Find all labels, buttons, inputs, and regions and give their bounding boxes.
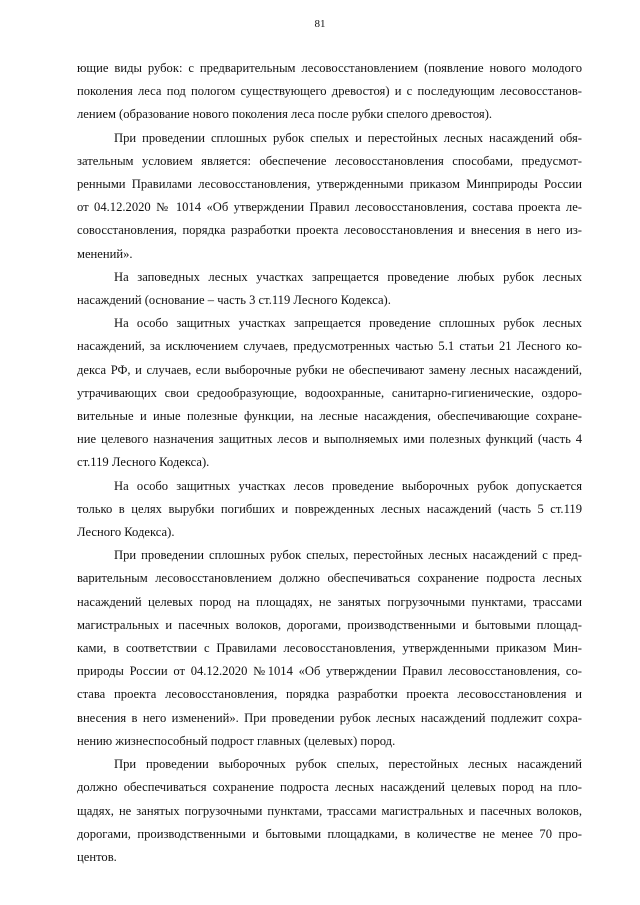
paragraph-line: от 04.12.2020 № 1014 «Об утверждении Правил лесовосстановления, состава проекта ле-: [77, 200, 582, 215]
paragraph-line: должно обеспечиваться сохранение подроста лесных насаждений целевых пород на пло-: [77, 780, 582, 795]
paragraph-line: насаждений целевых пород на площадях, не занятых погрузочными пунктами, трассами: [77, 594, 582, 609]
paragraph-line: Лесного Кодекса).: [77, 525, 175, 540]
paragraph-line: только в целях вырубки погибших и поврежденных лесных насаждений (часть 5 ст.119: [77, 501, 582, 516]
paragraph-line: На заповедных лесных участках запрещается проведение любых рубок лесных: [114, 269, 582, 284]
paragraph-line: вительные и иные полезные функции, на лесные насаждения, обеспечивающие сохране-: [77, 409, 582, 424]
paragraph: [77, 753, 582, 869]
paragraph-line: дорогами, производственными и бытовыми площадками, в количестве не менее 70 про-: [77, 826, 582, 841]
paragraph: [77, 544, 582, 753]
paragraph-line: центов.: [77, 849, 117, 864]
paragraph-line: поколения леса под пологом существующего древостоя) и с последующим лесовосстанов-: [77, 84, 582, 99]
paragraph-line: На особо защитных участках лесов проведение выборочных рубок допускается: [114, 478, 582, 493]
paragraph-line: природы России от 04.12.2020 №1014 «Об утверждении Правил лесовосстановления, со-: [77, 664, 582, 679]
paragraph-line: При проведении сплошных рубок спелых, перестойных лесных насаждений с пред-: [114, 548, 582, 563]
paragraph-line: насаждений, за исключением случаев, предусмотренных частью 5.1 статьи 21 Лесного ко-: [77, 339, 582, 354]
paragraph-line: зательным условием является: обеспечение лесовосстановления способами, предусмот-: [77, 153, 582, 168]
paragraph: [77, 266, 582, 312]
paragraph-line: совосстановления, порядка разработки проекта лесовосстановления и внесения в него из-: [77, 223, 582, 238]
paragraph-line: нению жизнеспособный подрост главных (целевых) пород.: [77, 733, 396, 748]
paragraph-line: внесения в него изменений». При проведении рубок лесных насаждений подлежит сохра-: [77, 710, 582, 725]
paragraph-line: насаждений (основание – часть 3 ст.119 Лесного Кодекса).: [77, 293, 391, 308]
paragraph-line: ст.119 Лесного Кодекса).: [77, 455, 210, 470]
paragraph-line: варительным лесовосстановлением должно обеспечиваться сохранение подроста лесных: [77, 571, 582, 586]
paragraph-line: магистральных и пасечных волоков, дорогами, производственными и бытовыми площад-: [77, 617, 582, 632]
paragraph-line: щадях, не занятых погрузочными пунктами, трассами магистральных и пасечных волоков,: [77, 803, 582, 818]
paragraph: [77, 312, 582, 474]
paragraph-line: утрачивающих свои средообразующие, водоохранные, санитарно-гигиенические, оздоро-: [77, 385, 582, 400]
page-number: 81: [314, 18, 326, 30]
paragraph-line: ками, в соответствии с Правилами лесовосстановления, утвержденными приказом Мин-: [77, 641, 582, 656]
paragraph-line: ренными Правилами лесовосстановления, утвержденными приказом Минприроды России: [77, 177, 582, 192]
paragraph-line: ние целевого назначения защитных лесов и выполняемых ими полезных функций (часть 4: [77, 432, 582, 447]
document-body: [77, 57, 582, 869]
paragraph-line: менений».: [77, 246, 133, 261]
paragraph-line: ющие виды рубок: с предварительным лесовосстановлением (появление нового молодого: [77, 61, 582, 75]
paragraph-line: На особо защитных участках запрещается проведение сплошных рубок лесных: [114, 316, 582, 331]
paragraph-line: При проведении сплошных рубок спелых и перестойных лесных насаждений обя-: [114, 130, 582, 145]
paragraph: [77, 127, 582, 266]
paragraph-line: лением (образование нового поколения леса после рубки спелого древостоя).: [77, 107, 493, 122]
paragraph: [77, 475, 582, 545]
paragraph-line: става проекта лесовосстановления, порядка разработки проекта лесовосстановления и: [77, 687, 582, 702]
paragraph-line: При проведении выборочных рубок спелых, перестойных лесных насаждений: [114, 757, 582, 772]
paragraph-line: декса РФ, и случаев, если выборочные рубки не обеспечивают замену лесных насаждений,: [77, 362, 582, 377]
paragraph: [77, 57, 582, 127]
